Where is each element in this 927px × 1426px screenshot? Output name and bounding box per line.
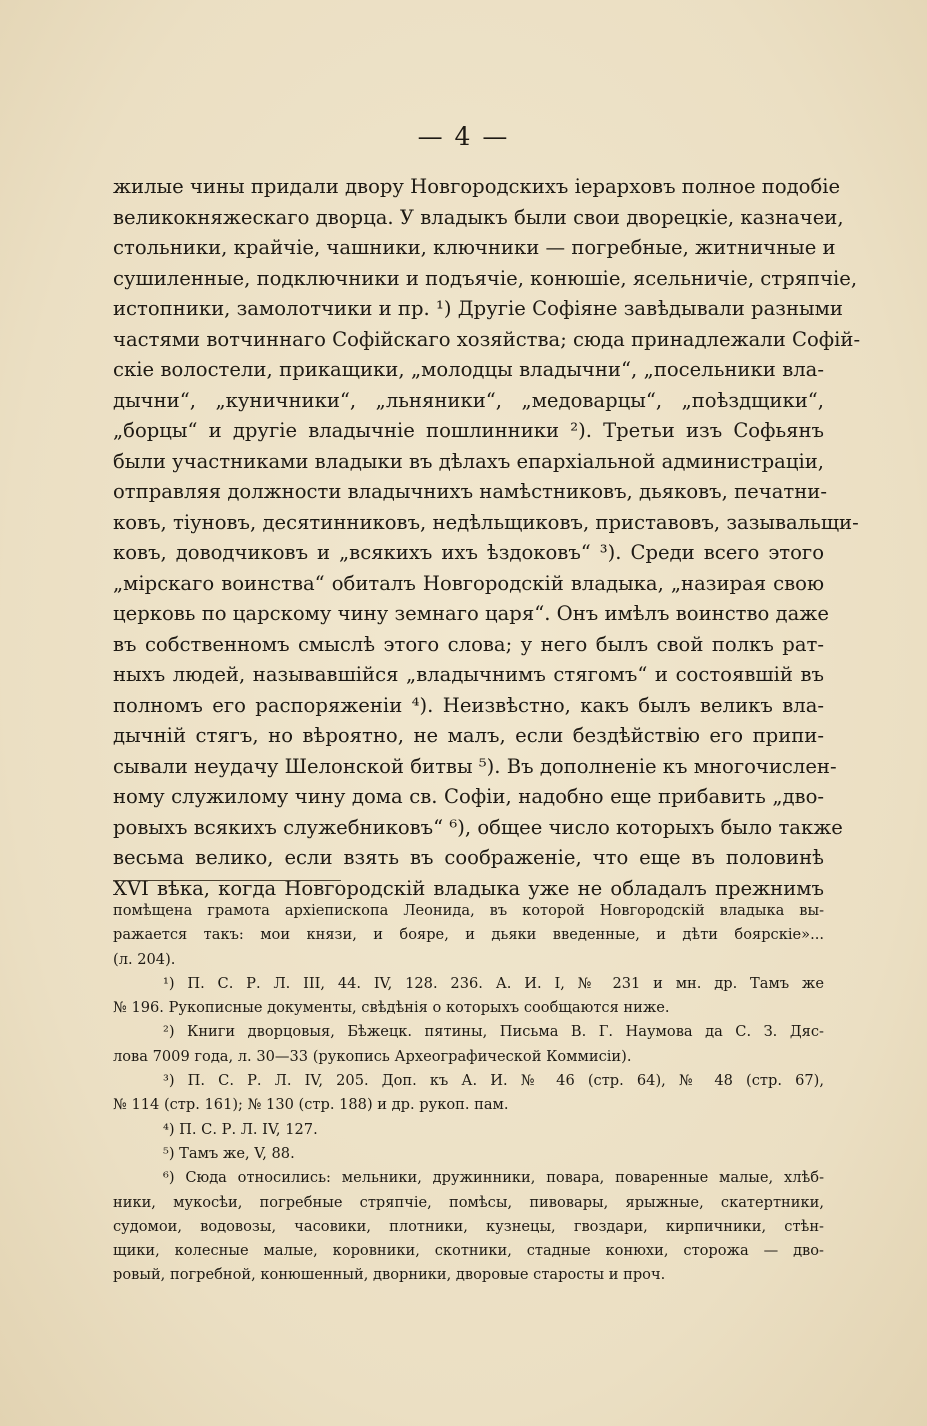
main-line: ному служилому чину дома св. Софіи, надобно еще прибавить „дво- xyxy=(113,785,824,808)
main-line: „мірскаго воинства“ обиталъ Новгородскій владыка, „назирая свою xyxy=(113,571,824,595)
main-line: великокняжескаго дворца. У владыкъ были свои дворецкіе, казначеи, xyxy=(113,205,844,229)
main-line: ныхъ людей, называвшійся „владычнимъ стягомъ“ и состоявшій въ xyxy=(113,663,824,686)
main-line: ровыхъ всякихъ служебниковъ“ ⁶), общее число которыхъ было также xyxy=(113,815,843,839)
footnote-line: № 196. Рукописные документы, свѣдѣнія о которыхъ сообщаются ниже. xyxy=(113,999,670,1017)
main-line: XVI вѣка, когда Новгородскій владыка уже не обладалъ прежнимъ xyxy=(113,876,824,900)
main-line: жилые чины придали двору Новгородскихъ іерарховъ полное подобіе xyxy=(113,175,841,198)
footnote-separator xyxy=(113,880,341,881)
footnotes xyxy=(113,899,824,1288)
footnote-line: ²) Книги дворцовыя, Бѣжецк. пятины, Письма В. Г. Наумова да С. З. Дяс- xyxy=(163,1023,824,1041)
footnote-line: ражается такъ: мои князи, и бояре, и дьяки введенные, и дѣти боярскіе»... xyxy=(113,926,824,944)
footnote-line: помѣщена грамота архіепископа Леонида, въ которой Новгородскій владыка вы- xyxy=(113,902,824,919)
main-line: отправляя должности владычнихъ намѣстниковъ, дьяковъ, печатни- xyxy=(113,480,827,503)
footnote-line: ³) П. С. Р. Л. IV, 205. Доп. къ А. И. № 46 (стр. 64), № 48 (стр. 67), xyxy=(163,1072,824,1090)
main-line: скіе волостели, прикащики, „молодцы владычни“, „посельники вла- xyxy=(113,358,824,381)
footnote-line: щики, колесные малые, коровники, скотники, стадные конюхи, сторожа — дво- xyxy=(113,1242,824,1260)
main-line: „борцы“ и другіе владычніе пошлинники ²). Третьи изъ Софьянъ xyxy=(113,419,824,442)
main-line: были участниками владыки въ дѣлахъ епархіальной администраціи, xyxy=(113,449,825,473)
footnote-line: № 114 (стр. 161); № 130 (стр. 188) и др. рукоп. пам. xyxy=(113,1096,509,1114)
main-line: сушиленные, подключники и подъячіе, конюшіе, ясельничіе, стряпчіе, xyxy=(113,266,858,290)
footnote-line: ¹) П. С. Р. Л. III, 44. IV, 128. 236. А. И. I, № 231 и мн. др. Тамъ же xyxy=(163,974,824,992)
main-line: весьма велико, если взять въ соображеніе, что еще въ половинѣ xyxy=(113,846,824,869)
main-line: сывали неудачу Шелонской битвы ⁵). Въ дополненіе къ многочислен- xyxy=(113,754,837,778)
main-line: частями вотчиннаго Софійскаго хозяйства; сюда принадлежали Софій- xyxy=(113,327,861,351)
main-line: ковъ, тіуновъ, десятинниковъ, недѣльщиковъ, приставовъ, зазывальщи- xyxy=(113,510,859,534)
footnote-line: ники, мукосѣи, погребные стряпчіе, помѣсы, пивовары, ярыжные, скатертники, xyxy=(113,1193,824,1211)
footnote-line: судомои, водовозы, часовики, плотники, кузнецы, гвоздари, кирпичники, стѣн- xyxy=(113,1217,824,1235)
main-line: стольники, крайчіе, чашники, ключники — погребные, житничные и xyxy=(113,236,836,259)
page-number: — 4 — xyxy=(417,122,510,151)
footnote-line: ⁵) Тамъ же, V, 88. xyxy=(163,1144,295,1162)
footnote-line: лова 7009 года, л. 30—33 (рукопись Археографической Коммисіи). xyxy=(113,1047,632,1065)
main-line: полномъ его распоряженіи ⁴). Неизвѣстно, какъ былъ великъ вла- xyxy=(113,693,824,717)
main-line: дычній стягъ, но вѣроятно, не малъ, если бездѣйствію его припи- xyxy=(113,724,824,747)
footnote-line: ⁶) Сюда относились: мельники, дружинники, повара, поваренные малые, хлѣб- xyxy=(163,1169,824,1187)
main-line: церковь по царскому чину земнаго царя“. Онъ имѣлъ воинство даже xyxy=(113,602,829,625)
main-text xyxy=(113,172,861,904)
main-line: въ собственномъ смыслѣ этого слова; у него былъ свой полкъ рат- xyxy=(113,632,824,656)
footnote-line: (л. 204). xyxy=(113,950,176,968)
main-line: ковъ, доводчиковъ и „всякихъ ихъ ѣздоковъ“ ³). Среди всего этого xyxy=(113,541,824,564)
main-line: дычни“, „куничники“, „льняники“, „медоварцы“, „поѣздщики“, xyxy=(113,388,824,412)
main-line: истопники, замолотчики и пр. ¹) Другіе Софіяне завѣдывали разными xyxy=(113,297,843,320)
footnote-line: ⁴) П. С. Р. Л. IV, 127. xyxy=(163,1120,318,1138)
footnote-line: ровый, погребной, конюшенный, дворники, дворовые старосты и проч. xyxy=(113,1266,666,1284)
